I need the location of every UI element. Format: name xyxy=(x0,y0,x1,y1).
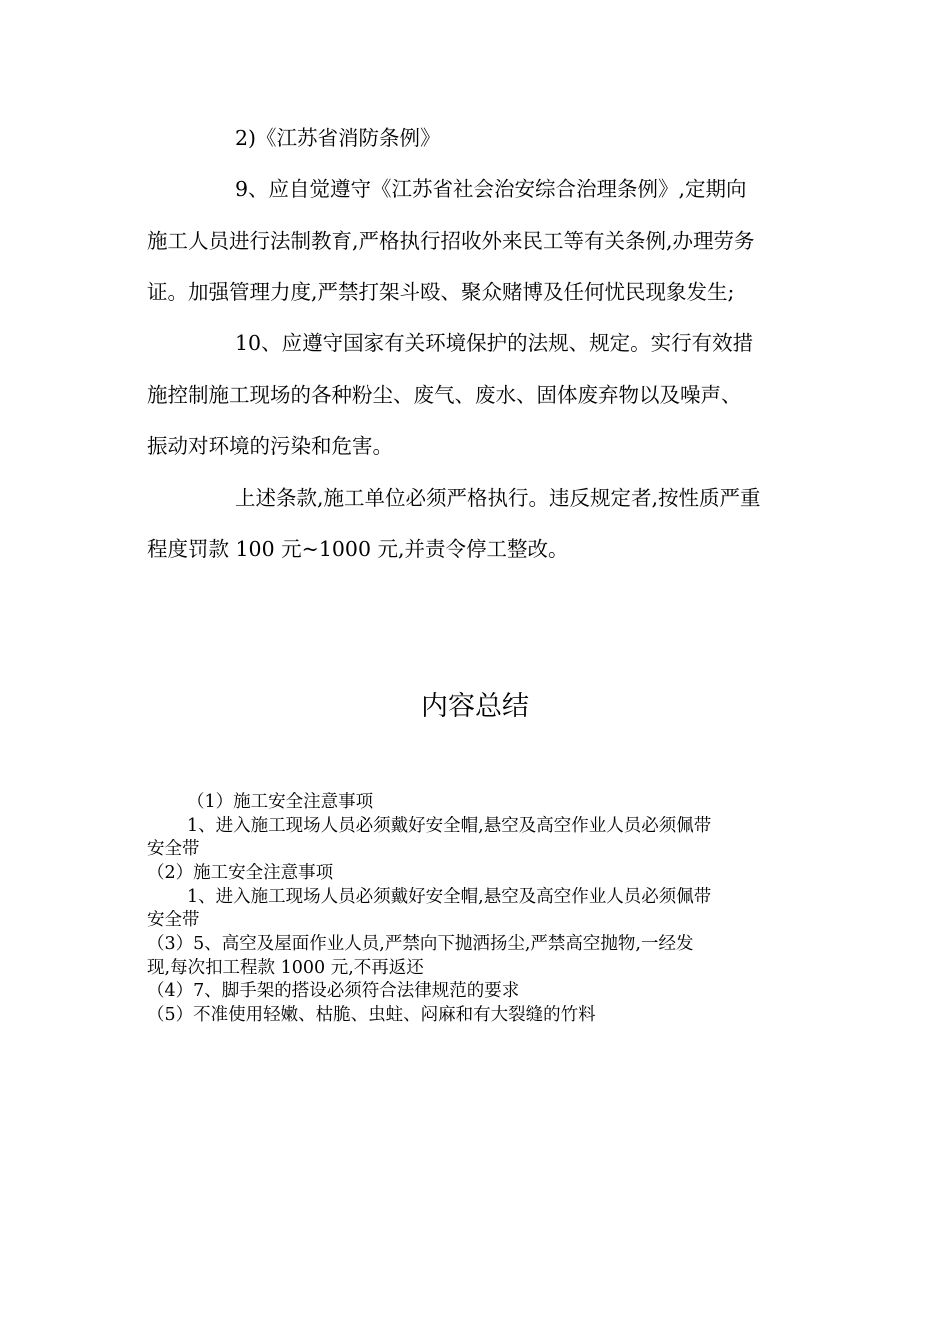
body-line: 9、应自觉遵守《江苏省社会治安综合治理条例》,定期向 xyxy=(235,177,747,201)
summary-line: 现,每次扣工程款 1000 元,不再返还 xyxy=(147,958,424,978)
body-line: 2)《江苏省消防条例》 xyxy=(235,126,441,150)
body-line: 施工人员进行法制教育,严格执行招收外来民工等有关条例,办理劳务 xyxy=(147,229,755,253)
summary-line: （1）施工安全注意事项 xyxy=(187,792,374,812)
summary-line: （3）5、高空及屋面作业人员,严禁向下抛洒扬尘,严禁高空抛物,一经发 xyxy=(147,934,694,954)
summary-line: 安全带 xyxy=(147,839,200,859)
body-line: 振动对环境的污染和危害。 xyxy=(147,434,393,458)
summary-line: 1、进入施工现场人员必须戴好安全帽,悬空及高空作业人员必须佩带 xyxy=(187,816,712,836)
body-line: 程度罚款 100 元~1000 元,并责令停工整改。 xyxy=(147,537,569,561)
summary-line: （2）施工安全注意事项 xyxy=(147,863,334,883)
summary-title: 内容总结 xyxy=(421,691,529,722)
summary-line: （4）7、脚手架的搭设必须符合法律规范的要求 xyxy=(147,981,520,1001)
body-line: 10、应遵守国家有关环境保护的法规、规定。实行有效措 xyxy=(235,331,754,355)
summary-line: 1、进入施工现场人员必须戴好安全帽,悬空及高空作业人员必须佩带 xyxy=(187,887,712,907)
summary-line: （5）不准使用轻嫩、枯脆、虫蛀、闷麻和有大裂缝的竹料 xyxy=(147,1005,596,1025)
body-line: 上述条款,施工单位必须严格执行。违反规定者,按性质严重 xyxy=(235,486,761,510)
body-line: 施控制施工现场的各种粉尘、废气、废水、固体废弃物以及噪声、 xyxy=(147,383,742,407)
summary-line: 安全带 xyxy=(147,910,200,930)
body-line: 证。加强管理力度,严禁打架斗殴、聚众赌博及任何忧民现象发生; xyxy=(147,280,735,304)
